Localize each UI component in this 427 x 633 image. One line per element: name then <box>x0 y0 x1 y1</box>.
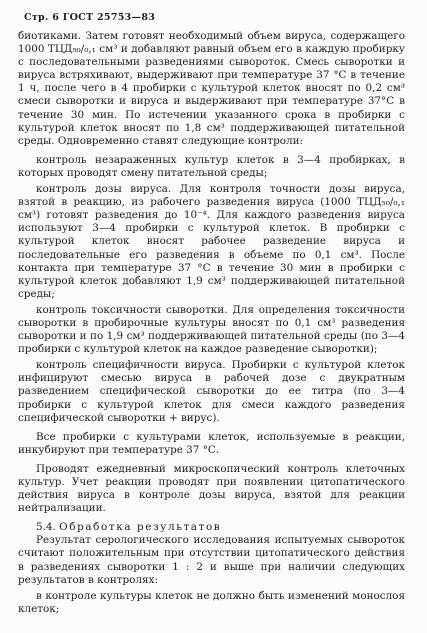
section-title: Обработка результатов <box>59 521 222 534</box>
paragraph-cell-control: в контроле культуры клеток не должно быть изменений монослоя клеток; <box>18 589 405 615</box>
paragraph-control-virus-dose: контроль дозы вируса. Для контроля точности дозы вируса, взятой в реакцию, из рабочего разведения вируса (1000 ТЦД₅₀/₀,₁ см³) готовят разведения до 10⁻⁴. Для каждого разведения вируса используют 3—4 пробирки с культурой клеток. В пробирки с культурой клеток вносят рабочее разведение вируса и последовательные его разведения в объеме по 0,1 см³. После контакта при температуре 37 °С в течение 30 мин в пробирки с культурой клеток добавляют 1,9 см³ поддерживающей питательной среды; <box>18 183 405 300</box>
paragraph-intro: биотиками. Затем готовят необходимый объем вируса, содержащего 1000 ТЦД₅₀/₀,₁ см³ и добавляют равный объем его в каждую пробирку с последовательными разведениями сывороток. Смесь сыворотки и вируса встряхивают, выдерживают при температуре 37 °С в течение 1 ч, после чего в 4 пробирки с культурой клеток вносят по 0,2 см³ смеси сыворотки и вируса и выдерживают при температуре 37°С в течение 30 мин. По истечении указанного срока в пробирки с культурой клеток вносят по 1,8 см³ поддерживающей питательной среды. Одновременно ставят следующие контроли: <box>18 30 405 147</box>
paragraph-result: Результат серологического исследования испытуемых сывороток считают положительным при отсутствии цитопатического действия в разведениях сыворотки 1 : 2 и выше при наличии следующих результатов в контролях: <box>18 534 405 586</box>
paragraph-control-uninfected: контроль незараженных культур клеток в 3—4 пробирках, в которых проводят смену питательной среды; <box>18 153 405 179</box>
document-body <box>18 30 405 616</box>
paragraph-control-specificity: контроль специфичности вируса. Пробирки с культурой клеток инфицируют смесью вируса в рабочей дозе с двукратным разведением специфической сыворотки до ее титра (по 3—4 пробирки с культурой клеток для смеси каждого разведения специфической сыворотки + вирус). <box>18 359 405 424</box>
section-heading <box>18 521 405 534</box>
page-header: Стр. 6 ГОСТ 25753—83 <box>24 12 156 23</box>
paragraph-control-toxicity: контроль токсичности сыворотки. Для определения токсичности сыворотки в пробирочные культуры вносят по 0,1 см³ разведения сыворотки и по 1,9 см³ поддерживающей питательной среды (по 3—4 пробирки с культурой клеток на каждое разведение сыворотки); <box>18 303 405 356</box>
paragraph-daily-control: Проводят ежедневный микроскопический контроль клеточных культур. Учет реакции проводят при появлении цитопатического действия вируса в контроле дозы вируса, взятой для реакции нейтрализации. <box>18 462 405 515</box>
section-number: 5.4. <box>36 521 56 534</box>
paragraph-incubation: Все пробирки с культурами клеток, используемые в реакции, инкубируют при температуре 37 °С. <box>18 430 405 456</box>
